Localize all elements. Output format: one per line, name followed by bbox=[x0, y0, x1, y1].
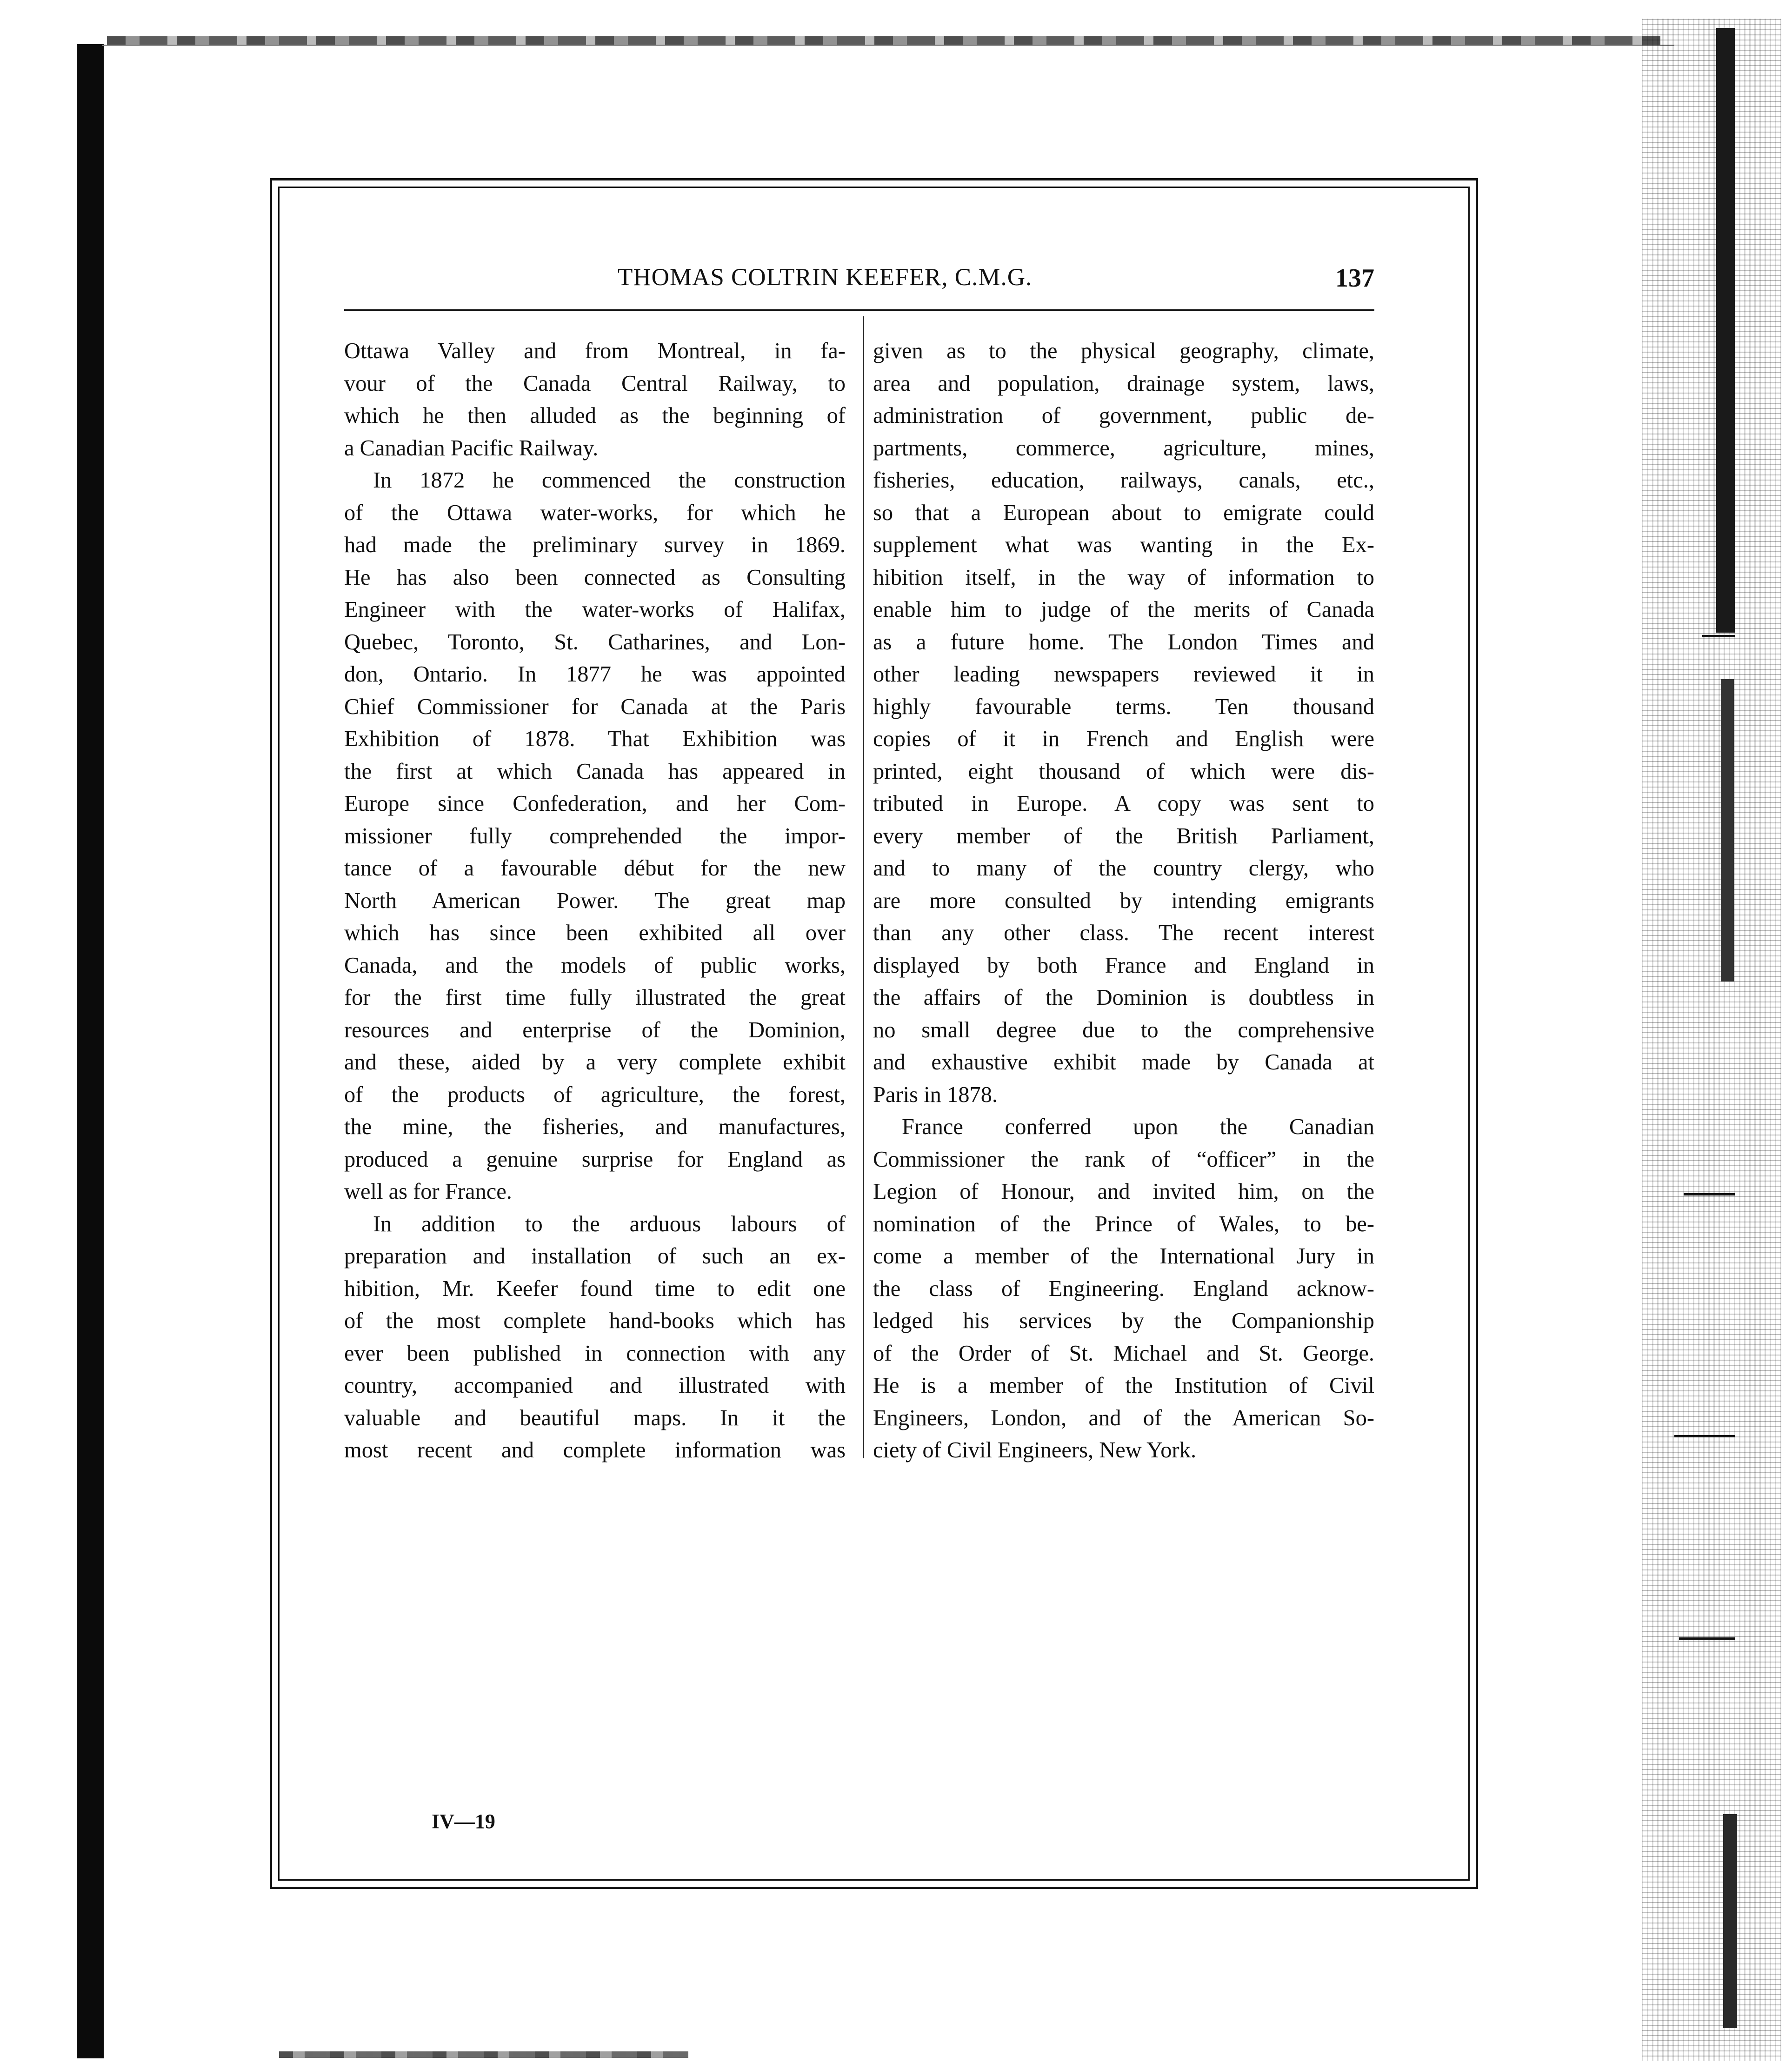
text-line: hibition itself, in the way of information to bbox=[873, 565, 1374, 590]
scan-bottom-edge bbox=[279, 2051, 688, 2058]
binding-shadow bbox=[77, 44, 104, 2058]
page-number: 137 bbox=[1335, 264, 1374, 293]
text-line: tributed in Europe. A copy was sent to bbox=[873, 791, 1374, 816]
text-line: the class of Engineering. England acknow- bbox=[873, 1276, 1374, 1301]
text-line: ever been published in connection with any bbox=[344, 1341, 846, 1366]
text-line: printed, eight thousand of which were dis- bbox=[873, 759, 1374, 784]
text-line: no small degree due to the comprehensive bbox=[873, 1017, 1374, 1042]
text-line: tance of a favourable début for the new bbox=[344, 856, 846, 881]
text-line: as a future home. The London Times and bbox=[873, 629, 1374, 654]
text-line: a Canadian Pacific Railway. bbox=[344, 435, 599, 461]
text-line: Commissioner the rank of “officer” in the bbox=[873, 1147, 1374, 1172]
text-line: enable him to judge of the merits of Canada bbox=[873, 597, 1374, 622]
text-line: the first at which Canada has appeared in bbox=[344, 759, 846, 784]
text-line: don, Ontario. In 1877 he was appointed bbox=[344, 662, 846, 687]
scan-edge-tick bbox=[1674, 1435, 1735, 1437]
running-head bbox=[344, 263, 1374, 300]
text-line: Exhibition of 1878. That Exhibition was bbox=[344, 727, 846, 751]
text-line: Ottawa Valley and from Montreal, in fa- bbox=[344, 339, 846, 363]
text-line: of the Ottawa water-works, for which he bbox=[344, 500, 846, 525]
text-line: valuable and beautiful maps. In it the bbox=[344, 1405, 846, 1430]
text-line: missioner fully comprehended the impor- bbox=[344, 823, 846, 848]
text-line: and these, aided by a very complete exhibit bbox=[344, 1050, 846, 1075]
text-line: Chief Commissioner for Canada at the Paris bbox=[344, 694, 846, 719]
text-line: and exhaustive exhibit made by Canada at bbox=[873, 1050, 1374, 1075]
text-line: Quebec, Toronto, St. Catharines, and Lon- bbox=[344, 629, 846, 654]
text-line: Engineer with the water-works of Halifax, bbox=[344, 597, 846, 622]
text-line: and to many of the country clergy, who bbox=[873, 856, 1374, 881]
text-line: ledged his services by the Companionship bbox=[873, 1309, 1374, 1333]
signature-mark: IV—19 bbox=[432, 1810, 495, 1833]
text-line: nomination of the Prince of Wales, to be- bbox=[873, 1211, 1374, 1236]
scan-top-line bbox=[102, 45, 1674, 46]
text-line: most recent and complete information was bbox=[344, 1438, 846, 1462]
scan-edge-tick bbox=[1684, 1193, 1735, 1195]
text-line: the mine, the fisheries, and manufactures, bbox=[344, 1115, 846, 1139]
text-line: Engineers, London, and of the American So- bbox=[873, 1405, 1374, 1430]
text-line: every member of the British Parliament, bbox=[873, 823, 1374, 848]
text-line: which has since been exhibited all over bbox=[344, 921, 846, 945]
running-title: THOMAS COLTRIN KEEFER, C.M.G. bbox=[618, 264, 1033, 291]
text-line: country, accompanied and illustrated with bbox=[344, 1373, 846, 1398]
scan-right-edge-dark bbox=[1723, 1814, 1737, 2028]
text-line: hibition, Mr. Keefer found time to edit one bbox=[344, 1276, 846, 1301]
text-line: well as for France. bbox=[344, 1179, 512, 1204]
scan-right-edge-noise bbox=[1642, 19, 1781, 2061]
left-column bbox=[344, 335, 846, 1467]
text-line: Paris in 1878. bbox=[873, 1082, 998, 1107]
scan-edge-tick bbox=[1679, 1637, 1735, 1640]
text-line: the affairs of the Dominion is doubtless in bbox=[873, 985, 1374, 1010]
text-line: of the products of agriculture, the forest, bbox=[344, 1082, 846, 1107]
text-line: partments, commerce, agriculture, mines, bbox=[873, 435, 1374, 461]
text-line: than any other class. The recent interest bbox=[873, 921, 1374, 945]
text-line: In 1872 he commenced the construction bbox=[373, 468, 846, 493]
scan-right-edge-dark bbox=[1716, 28, 1735, 633]
text-line: highly favourable terms. Ten thousand bbox=[873, 694, 1374, 719]
text-line: ciety of Civil Engineers, New York. bbox=[873, 1438, 1197, 1462]
scan-edge-tick bbox=[1702, 635, 1735, 637]
text-line: supplement what was wanting in the Ex- bbox=[873, 533, 1374, 557]
text-line: vour of the Canada Central Railway, to bbox=[344, 371, 846, 396]
scan-right-edge-dark bbox=[1721, 679, 1734, 982]
text-line: produced a genuine surprise for England as bbox=[344, 1147, 846, 1172]
text-line: which he then alluded as the beginning of bbox=[344, 403, 846, 428]
text-line: He has also been connected as Consulting bbox=[344, 565, 846, 590]
text-line: displayed by both France and England in bbox=[873, 953, 1374, 978]
text-line: given as to the physical geography, climate, bbox=[873, 339, 1374, 363]
text-line: Europe since Confederation, and her Com- bbox=[344, 791, 846, 816]
text-line: of the most complete hand-books which has bbox=[344, 1309, 846, 1333]
text-line: France conferred upon the Canadian bbox=[902, 1115, 1374, 1139]
column-divider bbox=[863, 316, 864, 1458]
text-line: area and population, drainage system, laws, bbox=[873, 371, 1374, 396]
text-line: resources and enterprise of the Dominion, bbox=[344, 1017, 846, 1042]
text-line: other leading newspapers reviewed it in bbox=[873, 662, 1374, 687]
text-line: preparation and installation of such an ex- bbox=[344, 1244, 846, 1269]
scan-top-edge bbox=[107, 36, 1660, 45]
text-line: He is a member of the Institution of Civil bbox=[873, 1373, 1374, 1398]
right-column bbox=[873, 335, 1374, 1467]
text-line: of the Order of St. Michael and St. George. bbox=[873, 1341, 1374, 1366]
text-line: In addition to the arduous labours of bbox=[373, 1211, 846, 1236]
text-line: copies of it in French and English were bbox=[873, 727, 1374, 751]
text-line: Legion of Honour, and invited him, on the bbox=[873, 1179, 1374, 1204]
text-line: come a member of the International Jury in bbox=[873, 1244, 1374, 1269]
text-line: are more consulted by intending emigrants bbox=[873, 888, 1374, 913]
text-line: had made the preliminary survey in 1869. bbox=[344, 533, 846, 557]
text-line: so that a European about to emigrate could bbox=[873, 500, 1374, 525]
text-line: North American Power. The great map bbox=[344, 888, 846, 913]
text-line: fisheries, education, railways, canals, etc., bbox=[873, 468, 1374, 493]
text-line: Canada, and the models of public works, bbox=[344, 953, 846, 978]
text-line: administration of government, public de- bbox=[873, 403, 1374, 428]
header-rule bbox=[344, 309, 1374, 311]
text-line: for the first time fully illustrated the great bbox=[344, 985, 846, 1010]
